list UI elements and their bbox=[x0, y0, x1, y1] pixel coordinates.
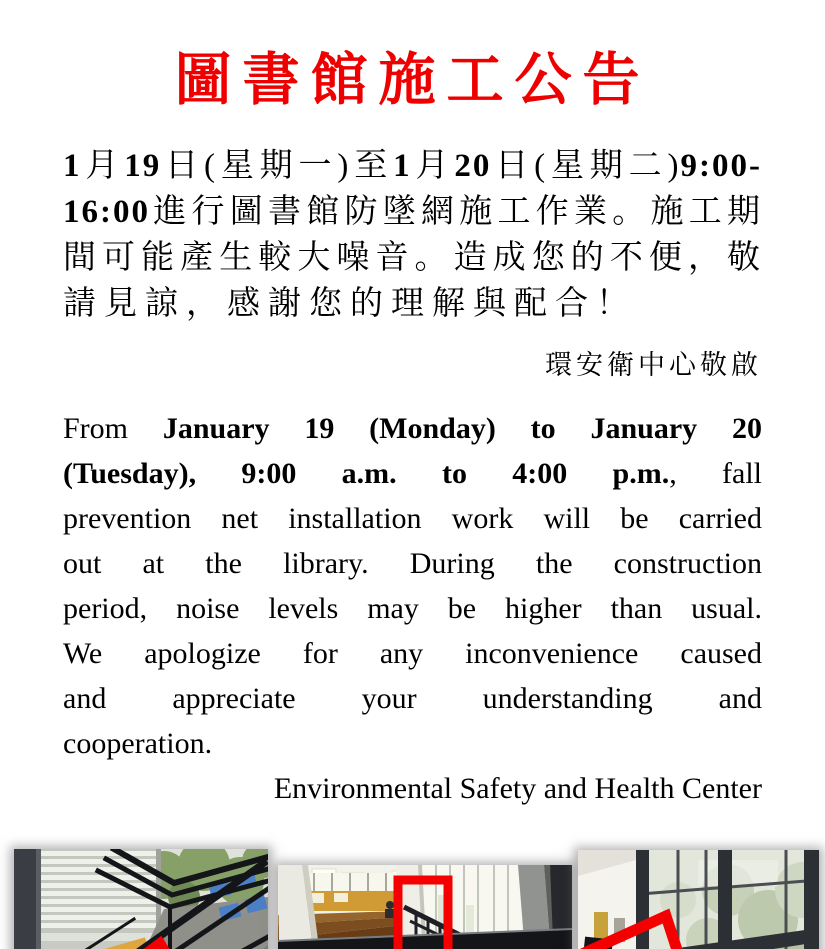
page-title: 圖書館施工公告 bbox=[174, 49, 651, 112]
english-notice-line-8: cooperation. bbox=[63, 727, 213, 760]
english-notice-paragraph bbox=[63, 406, 762, 766]
photo-corridor-windows bbox=[578, 850, 819, 949]
english-notice-line-3: prevention net installation work will be carried bbox=[63, 502, 762, 535]
chinese-notice-paragraph bbox=[63, 143, 762, 327]
orange-wall bbox=[298, 891, 403, 911]
english-notice-line-1: From January 19 (Monday) to January 20 bbox=[63, 412, 762, 445]
english-notice-line-6: We apologize for any inconvenience caused bbox=[63, 637, 762, 670]
chinese-notice-line-4: 請見諒，感謝您的理解與配合！ bbox=[63, 286, 637, 322]
chinese-notice-line-2: 16:00進行圖書館防墜網施工作業。施工期 bbox=[63, 194, 762, 230]
chinese-signoff: 環安衛中心敬啟 bbox=[545, 350, 762, 380]
english-notice-line-7: and appreciate your understanding and bbox=[63, 682, 762, 715]
english-notice-line-5: period, noise levels may be higher than usual. bbox=[63, 592, 762, 625]
chinese-notice-line-3: 間可能產生較大噪音。造成您的不便，敬 bbox=[63, 240, 762, 276]
photo-library-reading-area bbox=[278, 865, 572, 949]
back-windows bbox=[298, 873, 403, 891]
left-pillar bbox=[14, 849, 36, 949]
english-signoff: Environmental Safety and Health Center bbox=[273, 772, 762, 805]
english-notice-line-4: out at the library. During the construction bbox=[63, 547, 762, 580]
photo-library-illustration bbox=[278, 865, 572, 949]
photo-corridor-illustration bbox=[578, 850, 819, 949]
chinese-notice-line-1: 1月19日(星期一)至1月20日(星期二)9:00- bbox=[63, 148, 763, 184]
photo-stairwell-illustration bbox=[14, 849, 268, 949]
english-notice-line-2: (Tuesday), 9:00 a.m. to 4:00 p.m., fall bbox=[63, 457, 762, 490]
photo-stairwell-atrium bbox=[14, 849, 268, 949]
